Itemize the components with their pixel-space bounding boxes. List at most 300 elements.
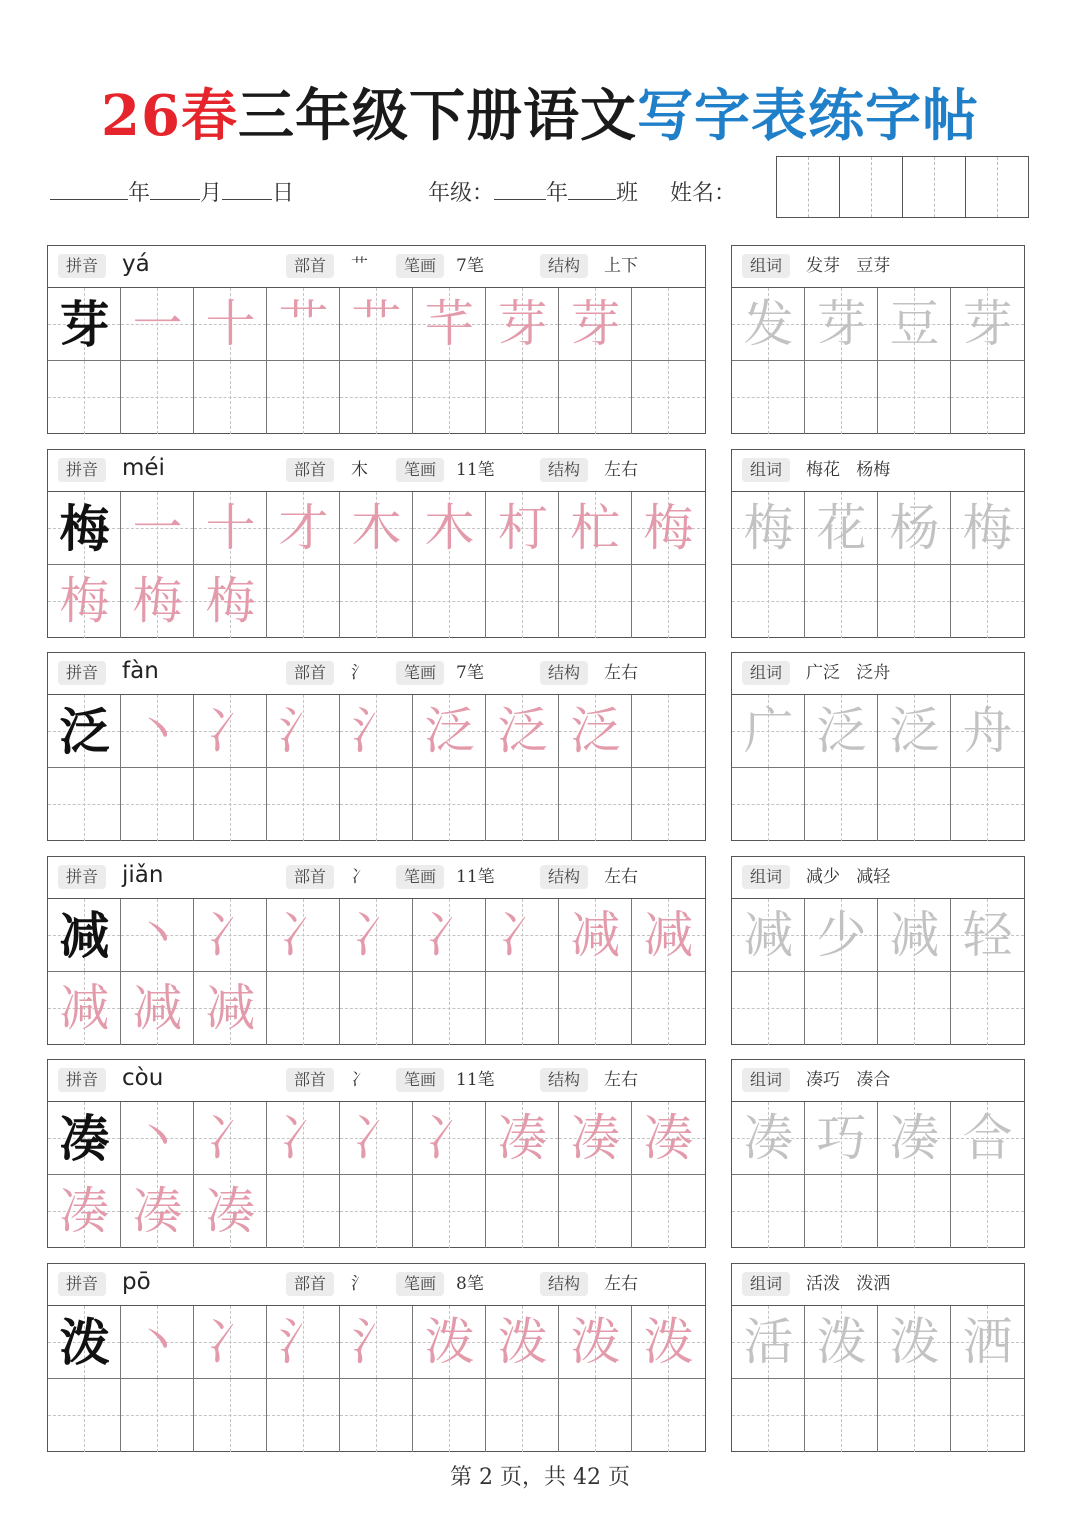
practice-cell[interactable] [121,1102,194,1175]
radical-label: 部首 [286,254,334,278]
word-trace-char: 减 [889,906,940,964]
practice-cell[interactable] [486,695,559,768]
stroke-highlight: 冫 [205,702,256,760]
strokes-label: 笔画 [396,458,444,482]
practice-cell[interactable] [559,565,632,638]
stroke-step-char [121,288,194,361]
stroke-highlight: 丶 [132,1109,183,1167]
practice-cell[interactable] [48,972,121,1045]
stroke-highlight: 冫 [205,1109,256,1167]
practice-cell[interactable] [48,1306,121,1379]
word-info-row [732,857,1024,899]
word-cell[interactable] [732,288,805,361]
stroke-highlight: 冫 [351,1109,402,1167]
practice-cell[interactable] [194,361,267,434]
stroke-highlight: 凑 [132,1182,183,1240]
word-trace-char: 泛 [816,702,867,760]
practice-cell[interactable] [413,1102,486,1175]
word-cell[interactable] [732,768,805,841]
word-practice-block [731,652,1025,841]
pinyin-value: fàn [122,658,159,684]
word-trace-char: 梅 [962,499,1013,557]
stroke-highlight: 木 [351,499,402,557]
word-trace-char: 杨 [889,499,940,557]
practice-cell[interactable] [267,1306,340,1379]
model-char: 泛 [59,702,110,761]
stroke-highlight: 梅 [59,572,110,630]
stroke-highlight: 才 [278,499,329,557]
practice-cell[interactable] [194,695,267,768]
words-value: 发芽 豆芽 [806,256,891,276]
practice-cell[interactable] [559,1379,632,1452]
stroke-highlight: 冫 [424,906,475,964]
structure-value: 上下 [604,256,638,276]
practice-cell[interactable] [632,695,705,768]
stroke-highlight: 一 [132,499,183,557]
word-cell[interactable] [732,565,805,638]
word-cell[interactable] [878,1379,951,1452]
word-cell[interactable] [805,492,878,565]
pinyin-label: 拼音 [58,1068,106,1092]
word-cell[interactable] [878,361,951,434]
practice-cell[interactable] [632,972,705,1045]
word-trace-char: 凑 [743,1109,794,1167]
word-cell[interactable] [951,1379,1024,1452]
practice-cell[interactable] [559,972,632,1045]
practice-cell[interactable] [559,361,632,434]
month-blank[interactable] [150,189,200,200]
practice-cell[interactable] [121,1306,194,1379]
stroke-highlight: 凑 [497,1109,548,1167]
practice-cell[interactable] [267,492,340,565]
word-trace-char: 洒 [962,1313,1013,1371]
word-cell[interactable] [732,899,805,972]
strokes-value: 11笔 [456,460,495,480]
strokes-value: 7笔 [456,663,484,683]
pinyin-value: pō [122,1269,151,1295]
practice-cell[interactable] [48,1102,121,1175]
word-cell[interactable] [878,1306,951,1379]
practice-cell[interactable] [340,899,413,972]
word-cell[interactable] [878,1102,951,1175]
stroke-highlight: 氵 [278,1313,329,1371]
practice-cell[interactable] [267,695,340,768]
word-trace-char: 减 [743,906,794,964]
word-trace-char: 芽 [962,295,1013,353]
word-cell[interactable] [805,1102,878,1175]
stroke-highlight: 凑 [205,1182,256,1240]
stroke-step-char [194,1175,267,1248]
word-cell[interactable] [951,695,1024,768]
practice-cell[interactable] [194,1175,267,1248]
practice-cell[interactable] [559,1175,632,1248]
name-box[interactable] [777,157,840,217]
word-cell[interactable] [805,288,878,361]
practice-cell[interactable] [413,361,486,434]
practice-cell[interactable] [267,899,340,972]
grade-row [428,176,736,207]
words-label: 组词 [742,1272,790,1296]
strokes-label: 笔画 [396,865,444,889]
stroke-step-char [48,1175,121,1248]
practice-cell[interactable] [194,288,267,361]
practice-cell[interactable] [559,288,632,361]
practice-cell[interactable] [194,1102,267,1175]
practice-cell[interactable] [632,361,705,434]
stroke-step-char [632,1102,705,1175]
word-cell[interactable] [878,695,951,768]
title-part-black: 三年级下册语文 [237,83,637,149]
practice-cell[interactable] [413,899,486,972]
word-trace-char: 花 [816,499,867,557]
practice-cell[interactable] [559,1306,632,1379]
stroke-step-char [340,1306,413,1379]
stroke-step-char [267,492,340,565]
word-info-row [732,1264,1024,1306]
stroke-highlight: 艹 [351,295,402,353]
practice-cell[interactable] [486,492,559,565]
stroke-highlight: 泼 [424,1313,475,1371]
word-cell[interactable] [732,1175,805,1248]
stroke-highlight: 减 [132,979,183,1037]
word-cell[interactable] [951,361,1024,434]
practice-cell[interactable] [194,1379,267,1452]
stroke-step-char [559,899,632,972]
stroke-step-char [486,288,559,361]
word-cell[interactable] [805,695,878,768]
word-cell[interactable] [951,1175,1024,1248]
strokes-value: 8笔 [456,1274,484,1294]
radical-value: 木 [351,460,368,480]
practice-cell[interactable] [632,1306,705,1379]
stroke-highlight: 氵 [278,702,329,760]
practice-cell[interactable] [121,695,194,768]
stroke-highlight: 减 [205,979,256,1037]
stroke-highlight: 凑 [570,1109,621,1167]
strokes-value: 7笔 [456,256,484,276]
word-cell[interactable] [951,899,1024,972]
word-cell[interactable] [878,768,951,841]
practice-cell[interactable] [486,899,559,972]
practice-cell[interactable] [413,492,486,565]
practice-cell[interactable] [559,899,632,972]
practice-cell[interactable] [48,695,121,768]
practice-cell[interactable] [632,1175,705,1248]
radical-label: 部首 [286,458,334,482]
structure-value: 左右 [604,1070,638,1090]
word-cell[interactable] [878,288,951,361]
stroke-highlight: 十 [205,295,256,353]
practice-cell[interactable] [121,361,194,434]
char-info-row [48,857,705,899]
practice-cell[interactable] [413,972,486,1045]
word-cell[interactable] [805,1379,878,1452]
char-practice-block [47,245,706,434]
practice-cell[interactable] [413,288,486,361]
page-title [0,72,1080,152]
name-box[interactable] [966,157,1028,217]
practice-cell[interactable] [486,1306,559,1379]
stroke-highlight: 氵 [351,702,402,760]
practice-cell[interactable] [194,972,267,1045]
practice-cell[interactable] [486,565,559,638]
word-trace-char: 泼 [816,1313,867,1371]
practice-cell[interactable] [48,899,121,972]
practice-cell[interactable] [413,1306,486,1379]
practice-cell[interactable] [121,288,194,361]
word-cell[interactable] [805,1175,878,1248]
words-value: 活泼 泼洒 [806,1274,891,1294]
practice-cell[interactable] [267,768,340,841]
practice-cell[interactable] [194,1306,267,1379]
practice-cell[interactable] [340,1175,413,1248]
word-cell[interactable] [951,565,1024,638]
practice-cell[interactable] [559,1102,632,1175]
practice-cell[interactable] [559,492,632,565]
word-trace-char: 广 [743,702,794,760]
pinyin-value: yá [122,251,150,277]
practice-cell[interactable] [48,565,121,638]
practice-cell[interactable] [340,695,413,768]
word-cell[interactable] [732,1306,805,1379]
word-practice-block [731,1059,1025,1248]
practice-cell[interactable] [413,768,486,841]
date-row [50,176,294,207]
practice-cell[interactable] [486,361,559,434]
stroke-step-char [121,695,194,768]
practice-cell[interactable] [632,288,705,361]
practice-cell[interactable] [267,1379,340,1452]
word-cell[interactable] [951,288,1024,361]
word-practice-block [731,856,1025,1045]
stroke-step-char [48,972,121,1045]
name-label: 姓名： [670,181,737,206]
stroke-highlight: 冫 [205,906,256,964]
practice-cell[interactable] [267,1175,340,1248]
stroke-step-char [632,1306,705,1379]
practice-cell[interactable] [194,899,267,972]
practice-cell[interactable] [486,1379,559,1452]
word-cell[interactable] [732,1102,805,1175]
char-practice-block [47,652,706,841]
practice-cell[interactable] [413,1379,486,1452]
stroke-highlight: 梅 [205,572,256,630]
day-label: 日 [272,181,295,206]
practice-cell[interactable] [194,768,267,841]
stroke-step-char [486,1102,559,1175]
practice-cell[interactable] [632,492,705,565]
word-cell[interactable] [951,972,1024,1045]
word-cell[interactable] [732,972,805,1045]
word-trace-char: 泼 [889,1313,940,1371]
strokes-label: 笔画 [396,1272,444,1296]
practice-cell[interactable] [340,492,413,565]
practice-cell[interactable] [48,361,121,434]
practice-cell[interactable] [340,565,413,638]
practice-cell[interactable] [340,1102,413,1175]
name-box[interactable] [903,157,966,217]
practice-cell[interactable] [559,768,632,841]
word-cell[interactable] [878,899,951,972]
practice-cell[interactable] [267,972,340,1045]
word-cell[interactable] [732,361,805,434]
stroke-step-char [267,1102,340,1175]
stroke-step-char [413,492,486,565]
stroke-step-char [559,288,632,361]
word-cell[interactable] [732,695,805,768]
year-label: 年 [128,181,151,206]
radical-value: 艹 [351,256,368,276]
practice-cell[interactable] [267,288,340,361]
stroke-highlight: 艹 [278,295,329,353]
word-trace-char: 活 [743,1313,794,1371]
radical-label: 部首 [286,865,334,889]
practice-cell[interactable] [194,492,267,565]
word-trace-char: 舟 [962,702,1013,760]
practice-cell[interactable] [340,361,413,434]
practice-cell[interactable] [413,695,486,768]
word-cell[interactable] [951,1306,1024,1379]
stroke-step-char [267,695,340,768]
word-cell[interactable] [878,1175,951,1248]
char-info-row [48,1264,705,1306]
model-char: 凑 [59,1109,110,1168]
stroke-highlight: 减 [570,906,621,964]
name-boxes[interactable] [776,156,1029,218]
practice-cell[interactable] [632,1379,705,1452]
word-cell[interactable] [732,1379,805,1452]
word-practice-block [731,1263,1025,1452]
stroke-highlight: 芽 [497,295,548,353]
structure-label: 结构 [540,1272,588,1296]
practice-cell[interactable] [48,1379,121,1452]
practice-cell[interactable] [486,1102,559,1175]
practice-cell[interactable] [267,1102,340,1175]
words-label: 组词 [742,865,790,889]
stroke-highlight: 泛 [424,702,475,760]
practice-cell[interactable] [340,1306,413,1379]
practice-cell[interactable] [632,565,705,638]
practice-cell[interactable] [632,1102,705,1175]
practice-cell[interactable] [486,768,559,841]
practice-cell[interactable] [48,492,121,565]
practice-cell[interactable] [48,768,121,841]
word-practice-block [731,245,1025,434]
name-box[interactable] [840,157,903,217]
practice-cell[interactable] [121,1379,194,1452]
title-part-blue: 写字表练字帖 [636,83,979,149]
stroke-highlight: 杧 [570,499,621,557]
pinyin-value: méi [122,455,165,481]
word-trace-char: 轻 [962,906,1013,964]
stroke-highlight: 氵 [351,1313,402,1371]
stroke-highlight: 凑 [643,1109,694,1167]
words-label: 组词 [742,1068,790,1092]
stroke-step-char [48,565,121,638]
word-cell[interactable] [805,899,878,972]
word-cell[interactable] [878,972,951,1045]
word-cell[interactable] [805,768,878,841]
practice-cell[interactable] [121,565,194,638]
word-cell[interactable] [951,1102,1024,1175]
stroke-highlight: 减 [643,906,694,964]
word-trace-char: 豆 [889,295,940,353]
word-cell[interactable] [805,1306,878,1379]
structure-label: 结构 [540,661,588,685]
stroke-highlight: 丶 [132,702,183,760]
word-cell[interactable] [805,361,878,434]
practice-cell[interactable] [413,1175,486,1248]
practice-cell[interactable] [340,768,413,841]
practice-cell[interactable] [632,768,705,841]
stroke-step-char [121,972,194,1045]
practice-cell[interactable] [121,768,194,841]
word-cell[interactable] [878,565,951,638]
practice-cell[interactable] [267,361,340,434]
word-cell[interactable] [805,972,878,1045]
radical-value: 冫 [351,867,368,887]
practice-cell[interactable] [340,288,413,361]
word-cell[interactable] [951,492,1024,565]
word-cell[interactable] [805,565,878,638]
structure-value: 左右 [604,867,638,887]
day-blank[interactable] [222,189,272,200]
stroke-step-char [413,695,486,768]
practice-cell[interactable] [121,899,194,972]
char-practice-block [47,1059,706,1248]
class-blank[interactable] [568,189,616,200]
strokes-value: 11笔 [456,867,495,887]
practice-cell[interactable] [340,1379,413,1452]
strokes-label: 笔画 [396,1068,444,1092]
stroke-step-char [632,899,705,972]
word-cell[interactable] [951,768,1024,841]
word-trace-char: 芽 [816,295,867,353]
practice-cell[interactable] [121,492,194,565]
model-char: 泼 [59,1313,110,1372]
pinyin-label: 拼音 [58,661,106,685]
pinyin-label: 拼音 [58,1272,106,1296]
practice-cell[interactable] [486,1175,559,1248]
model-char: 芽 [59,295,110,354]
stroke-highlight: 丶 [132,1313,183,1371]
practice-cell[interactable] [194,565,267,638]
year-blank[interactable] [50,189,128,200]
practice-cell[interactable] [121,1175,194,1248]
practice-cell[interactable] [559,695,632,768]
grade-blank[interactable] [494,189,546,200]
word-cell[interactable] [732,492,805,565]
practice-cell[interactable] [632,899,705,972]
practice-cell[interactable] [486,288,559,361]
practice-cell[interactable] [48,288,121,361]
stroke-highlight: 木 [424,499,475,557]
practice-cell[interactable] [121,972,194,1045]
words-value: 梅花 杨梅 [806,460,891,480]
practice-cell[interactable] [340,972,413,1045]
word-cell[interactable] [878,492,951,565]
practice-cell[interactable] [486,972,559,1045]
practice-cell[interactable] [48,1175,121,1248]
practice-cell[interactable] [413,565,486,638]
model-char: 减 [59,906,110,965]
word-info-row [732,450,1024,492]
stroke-step-char [194,972,267,1045]
structure-label: 结构 [540,865,588,889]
word-info-row [732,653,1024,695]
stroke-step-char [340,288,413,361]
practice-cell[interactable] [267,565,340,638]
